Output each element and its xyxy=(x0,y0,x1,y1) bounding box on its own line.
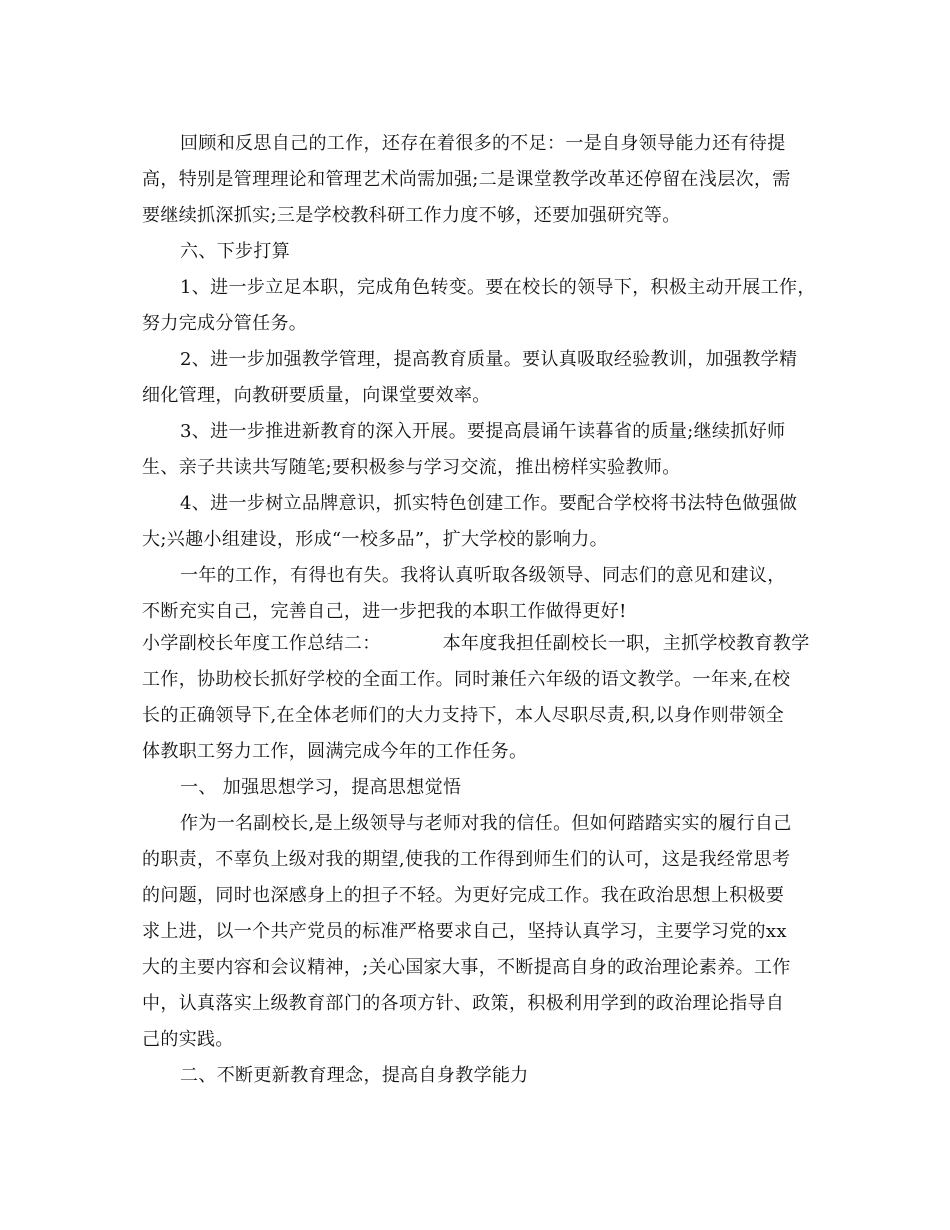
text-line: 4、进一步树立品牌意识，抓实特色创建工作。要配合学校将书法特色做强做 xyxy=(180,493,798,514)
text-line: 工作，协助校长抓好学校的全面工作。同时兼任六年级的语文教学。一年来,在校 xyxy=(142,669,791,690)
document-subtitle: 小学副校长年度工作总结二： xyxy=(142,633,381,654)
text-line: 中，认真落实上级教育部门的各项方针、政策，积极利用学到的政治理论指导自 xyxy=(142,993,785,1014)
text-line: 大;兴趣小组建设，形成“一校多品”，扩大学校的影响力。 xyxy=(142,529,608,550)
text-line: 不断充实自己，完善自己，进一步把我的本职工作做得更好! xyxy=(142,601,627,622)
text-line: 体教职工努力工作，圆满完成今年的工作任务。 xyxy=(142,741,528,762)
section-heading: 一、 加强思想学习，提高思想觉悟 xyxy=(180,777,462,798)
section-heading: 二、不断更新教育理念，提高自身教学能力 xyxy=(180,1065,529,1086)
text-line: 3、进一步推进新教育的深入开展。要提高晨诵午读暮省的质量;继续抓好师 xyxy=(180,421,786,442)
title-line xyxy=(142,632,810,656)
text-line: 己的实践。 xyxy=(142,1029,234,1050)
text-line: 求上进，以一个共产党员的标准严格要求自己，坚持认真学习，主要学习党的xx xyxy=(142,921,787,942)
text-line: 高，特别是管理理论和管理艺术尚需加强;二是课堂教学改革还停留在浅层次，需 xyxy=(142,169,791,190)
text-line: 努力完成分管任务。 xyxy=(142,313,308,334)
text-line: 作为一名副校长,是上级领导与老师对我的信任。但如何踏踏实实的履行自己 xyxy=(180,813,792,834)
text-line: 1、进一步立足本职，完成角色转变。要在校长的领导下，积极主动开展工作， xyxy=(180,277,816,298)
text-line: 大的主要内容和会议精神，;关心国家大事，不断提高自身的政治理论素养。工作 xyxy=(142,957,791,978)
text-line: 的职责，不辜负上级对我的期望,使我的工作得到师生们的认可，这是我经常思考 xyxy=(142,849,791,870)
text-line: 长的正确领导下,在全体老师们的大力支持下，本人尽职尽责,积,以身作则带领全 xyxy=(142,705,785,726)
text-line: 回顾和反思自己的工作，还存在着很多的不足：一是自身领导能力还有待提 xyxy=(180,133,786,154)
text-line: 的问题，同时也深感身上的担子不轻。为更好完成工作。我在政治思想上积极要 xyxy=(142,885,785,906)
text-line: 本年度我担任副校长一职，主抓学校教育教学 xyxy=(442,633,810,654)
text-line: 细化管理，向教研要质量，向课堂要效率。 xyxy=(142,385,491,406)
text-line: 一年的工作，有得也有失。我将认真听取各级领导、同志们的意见和建议， xyxy=(180,565,786,586)
section-heading: 六、下步打算 xyxy=(180,241,291,262)
text-line: 生、亲子共读共写随笔;要积极参与学习交流，推出榜样实验教师。 xyxy=(142,457,681,478)
text-line: 2、进一步加强教学管理，提高教育质量。要认真吸取经验教训，加强教学精 xyxy=(180,349,798,370)
text-line: 要继续抓深抓实;三是学校教科研工作力度不够，还要加强研究等。 xyxy=(142,205,681,226)
